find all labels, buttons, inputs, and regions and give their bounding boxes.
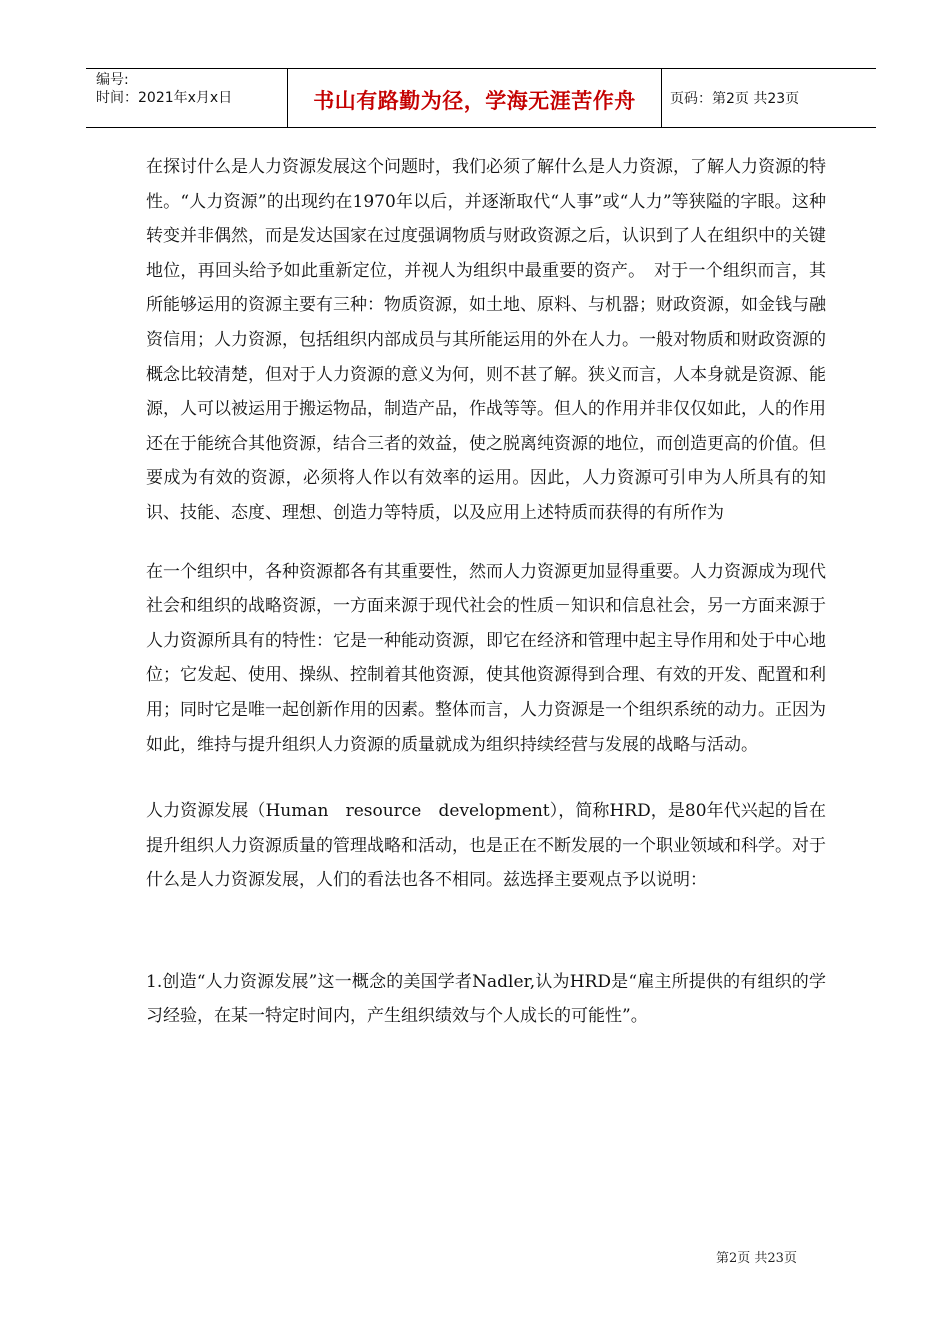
document-header bbox=[86, 68, 876, 128]
header-page-cell bbox=[662, 69, 876, 127]
header-meta-cell bbox=[86, 69, 288, 127]
paragraph-1: 在探讨什么是人力资源发展这个问题时，我们必须了解什么是人力资源，了解人力资源的特性。“人力资源”的出现约在1970年以后，并逐渐取代“人事”或“人力”等狭隘的字眼。这种转变并非偶然，而是发达国家在过度强调物质与财政资源之后，认识到了人在组织中的关键地位，再回头给予如此重新定位，并视人为组织中最重要的资产。 对于一个组织而言，其所能够运用的资源主要有三种：物质资源，如土地、原料、与机器；财政资源，如金钱与融资信用；人力资源，包括组织内部成员与其所能运用的外在人力。一般对物质和财政资源的概念比较清楚，但对于人力资源的意义为何，则不甚了解。狭义而言，人本身就是资源、能源，人可以被运用于搬运物品，制造产品，作战等等。但人的作用并非仅仅如此，人的作用还在于能统合其他资源，结合三者的效益，使之脱离纯资源的地位，而创造更高的价值。但要成为有效的资源，必须将人作以有效率的运用。因此，人力资源可引申为人所具有的知识、技能、态度、理想、创造力等特质，以及应用上述特质而获得的有所作为 bbox=[146, 157, 826, 523]
paragraph-3: 人力资源发展（Human resource development），简称HRD，是80年代兴起的旨在提升组织人力资源质量的管理战略和活动，也是正在不断发展的一个职业领域和科学。对于什么是人力资源发展，人们的看法也各不相同。兹选择主要观点予以说明： bbox=[146, 801, 826, 891]
document-body bbox=[146, 150, 826, 1034]
header-page-info: 页码：第2页 共23页 bbox=[670, 91, 800, 107]
paragraph-4: 1.创造“人力资源发展”这一概念的美国学者Nadler,认为HRD是“雇主所提供的有组织的学习经验，在某一特定时间内，产生组织绩效与个人成长的可能性”。 bbox=[146, 971, 826, 1027]
document-date-label: 时间：2021年x月x日 bbox=[96, 90, 233, 106]
page-footer: 第2页 共23页 bbox=[716, 1251, 797, 1266]
header-motto: 书山有路勤为径，学海无涯苦作舟 bbox=[313, 89, 636, 113]
document-number-label: 编号: bbox=[96, 72, 129, 88]
header-motto-cell bbox=[288, 69, 662, 127]
paragraph-2: 在一个组织中，各种资源都各有其重要性，然而人力资源更加显得重要。人力资源成为现代社会和组织的战略资源，一方面来源于现代社会的性质－知识和信息社会，另一方面来源于人力资源所具有的特性：它是一种能动资源，即它在经济和管理中起主导作用和处于中心地位；它发起、使用、操纵、控制着其他资源，使其他资源得到合理、有效的开发、配置和利用；同时它是唯一起创新作用的因素。整体而言，人力资源是一个组织系统的动力。正因为如此，维持与提升组织人力资源的质量就成为组织持续经营与发展的战略与活动。 bbox=[146, 561, 826, 755]
